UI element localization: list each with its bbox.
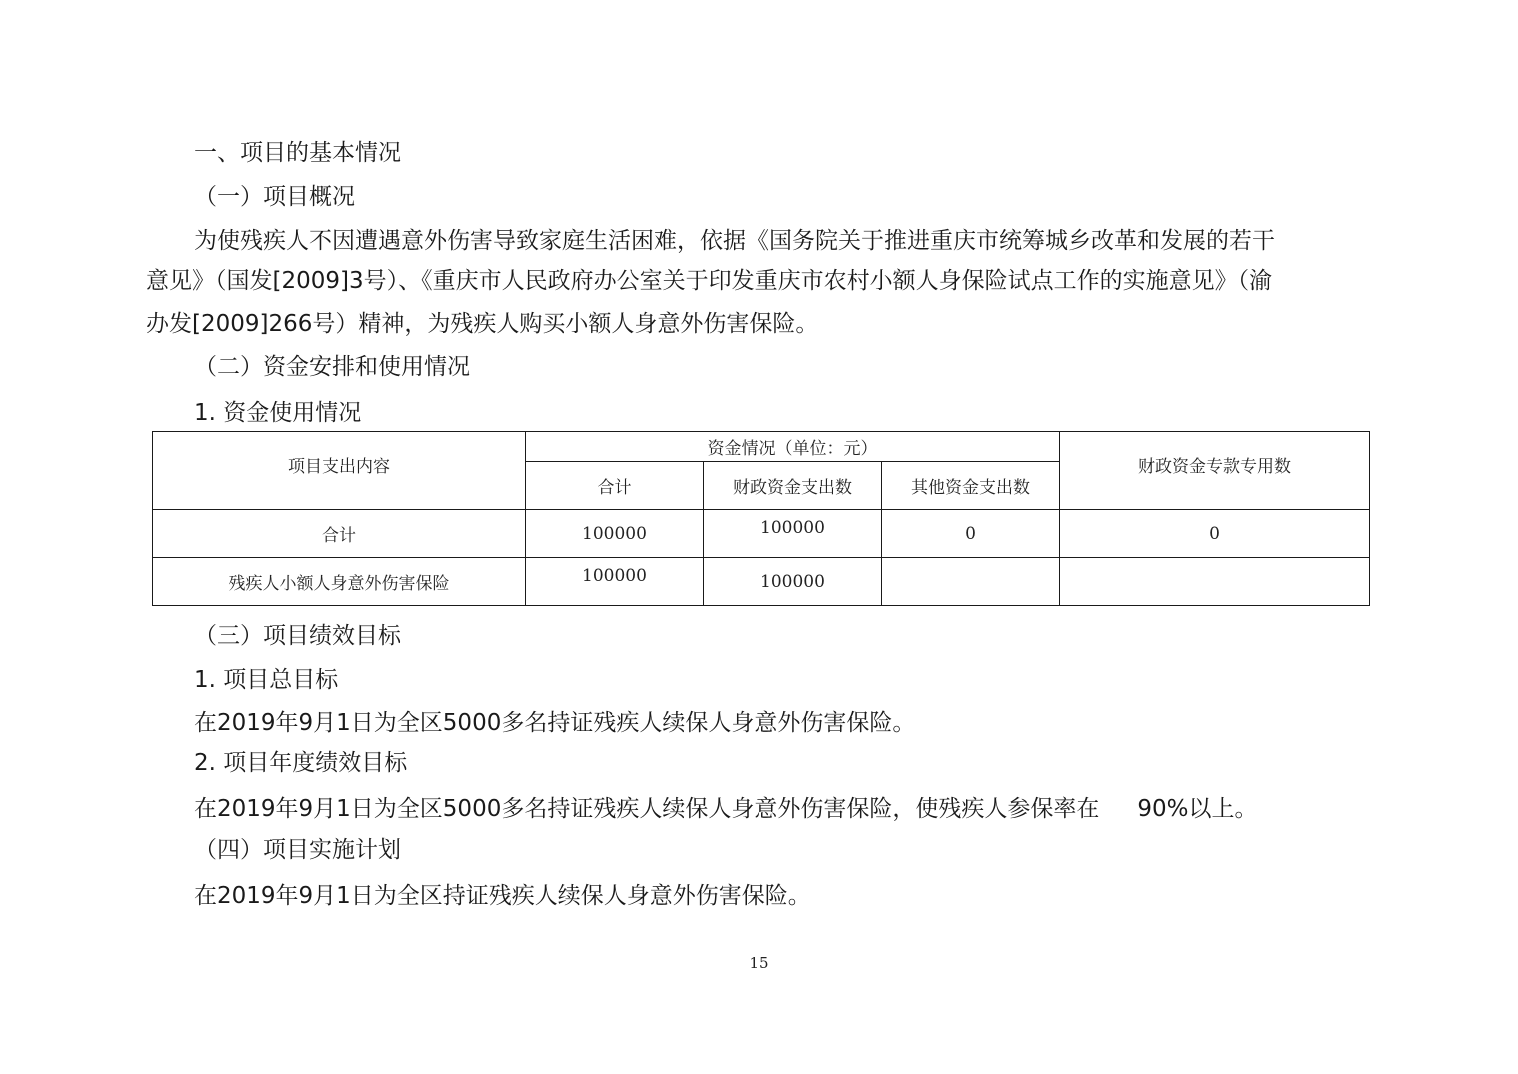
overview-paragraph-line-1: 为使残疾人不因遭遇意外伤害导致家庭生活困难，依据《国务院关于推进重庆市统筹城乡改革和发展的若干: [194, 228, 1275, 254]
subsection-heading-implementation-plan: （四）项目实施计划: [194, 837, 401, 863]
page-number: 15: [749, 954, 769, 972]
cell-item: 残疾人小额人身意外伤害保险: [153, 558, 526, 606]
subsection-heading-overview: （一）项目概况: [194, 184, 355, 210]
cell-special: 0: [1060, 510, 1370, 558]
header-total: 合计: [526, 462, 704, 510]
annual-goal-text: 在2019年9月1日为全区5000多名持证残疾人续保人身意外伤害保险，使残疾人参保率在: [194, 796, 1100, 822]
subsection-heading-performance-goals: （三）项目绩效目标: [194, 623, 401, 649]
header-other-spend: 其他资金支出数: [882, 462, 1060, 510]
annual-goal-paragraph: [194, 794, 1257, 824]
subsection-heading-funding: （二）资金安排和使用情况: [194, 354, 470, 380]
header-special-fund: 财政资金专款专用数: [1060, 432, 1370, 510]
cell-other: [882, 558, 1060, 606]
cell-fiscal: 100000: [704, 510, 882, 558]
implementation-plan-paragraph: 在2019年9月1日为全区持证残疾人续保人身意外伤害保险。: [194, 883, 811, 909]
cell-fiscal: 100000: [704, 558, 882, 606]
section-heading-basic-info: 一、项目的基本情况: [194, 140, 401, 166]
overview-paragraph-line-3: 办发[2009]266号）精神，为残疾人购买小额人身意外伤害保险。: [146, 311, 819, 337]
annual-goal-rate: 90%以上。: [1137, 796, 1258, 822]
table-row: [153, 558, 1370, 606]
overview-paragraph-line-2: 意见》（国发[2009]3号）、《重庆市人民政府办公室关于印发重庆市农村小额人身保险试点工作的实施意见》（渝: [146, 268, 1273, 294]
item-heading-overall-goal: 1. 项目总目标: [194, 667, 339, 693]
table-header-row: [153, 432, 1370, 462]
cell-other: 0: [882, 510, 1060, 558]
item-heading-fund-usage: 1. 资金使用情况: [194, 400, 362, 426]
fund-usage-table: [152, 431, 1370, 606]
overall-goal-paragraph: 在2019年9月1日为全区5000多名持证残疾人续保人身意外伤害保险。: [194, 710, 916, 736]
cell-total: 100000: [526, 558, 704, 606]
cell-total: 100000: [526, 510, 704, 558]
header-fiscal-spend: 财政资金支出数: [704, 462, 882, 510]
table-row: [153, 510, 1370, 558]
cell-special: [1060, 558, 1370, 606]
header-item-content: 项目支出内容: [153, 432, 526, 510]
header-fund-group: 资金情况（单位：元）: [526, 432, 1060, 462]
item-heading-annual-goal: 2. 项目年度绩效目标: [194, 750, 408, 776]
cell-item: 合计: [153, 510, 526, 558]
